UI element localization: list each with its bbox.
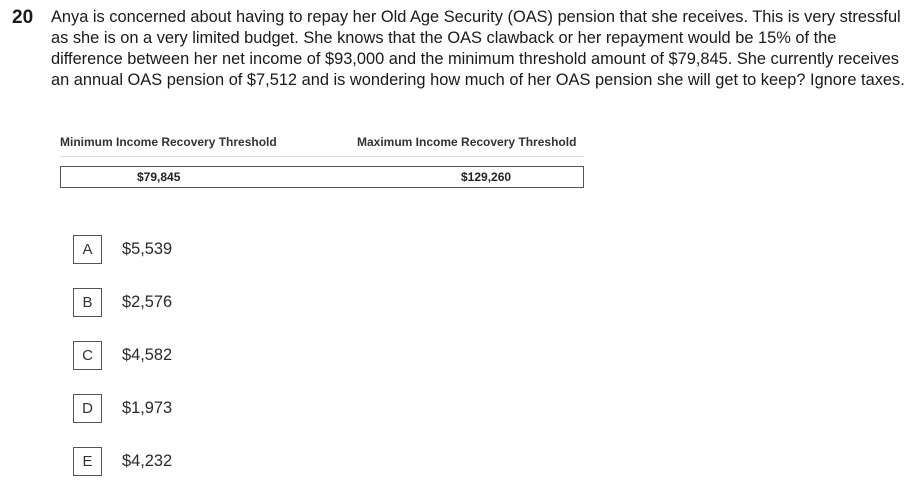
option-value: $4,232 — [122, 452, 173, 470]
answer-options — [73, 235, 172, 500]
min-threshold-label: Minimum Income Recovery Threshold — [60, 135, 277, 149]
question-text: Anya is concerned about having to repay her Old Age Security (OAS) pension that she receives. This is very stressful as she is on a very limited budget. She knows that the OAS clawback or her repayment would be 15% of the difference between her net income of $93,000 and the minimum threshold amount of $79,845. She currently receives an annual OAS pension of $7,512 and is wondering how much of her OAS pension she will get to keep? Ignore taxes. — [51, 8, 905, 89]
answer-option-d[interactable] — [73, 394, 172, 423]
option-letter-box[interactable]: E — [73, 447, 102, 476]
option-letter-box[interactable]: C — [73, 341, 102, 370]
answer-option-b[interactable] — [73, 288, 172, 317]
answer-option-a[interactable] — [73, 235, 172, 264]
answer-option-c[interactable] — [73, 341, 172, 370]
option-letter-box[interactable]: B — [73, 288, 102, 317]
threshold-table — [60, 130, 584, 188]
threshold-value-row — [60, 166, 584, 188]
option-value: $1,973 — [122, 399, 173, 417]
option-letter-box[interactable]: A — [73, 235, 102, 264]
option-value: $2,576 — [122, 293, 173, 311]
max-threshold-value: $129,260 — [461, 170, 512, 184]
answer-option-e[interactable] — [73, 447, 172, 476]
option-letter-box[interactable]: D — [73, 394, 102, 423]
option-value: $4,582 — [122, 346, 173, 364]
option-value: $5,539 — [122, 240, 173, 258]
question-number: 20 — [12, 7, 34, 28]
min-threshold-value: $79,845 — [137, 170, 181, 184]
threshold-header-row — [60, 130, 584, 157]
max-threshold-label: Maximum Income Recovery Threshold — [357, 135, 577, 149]
